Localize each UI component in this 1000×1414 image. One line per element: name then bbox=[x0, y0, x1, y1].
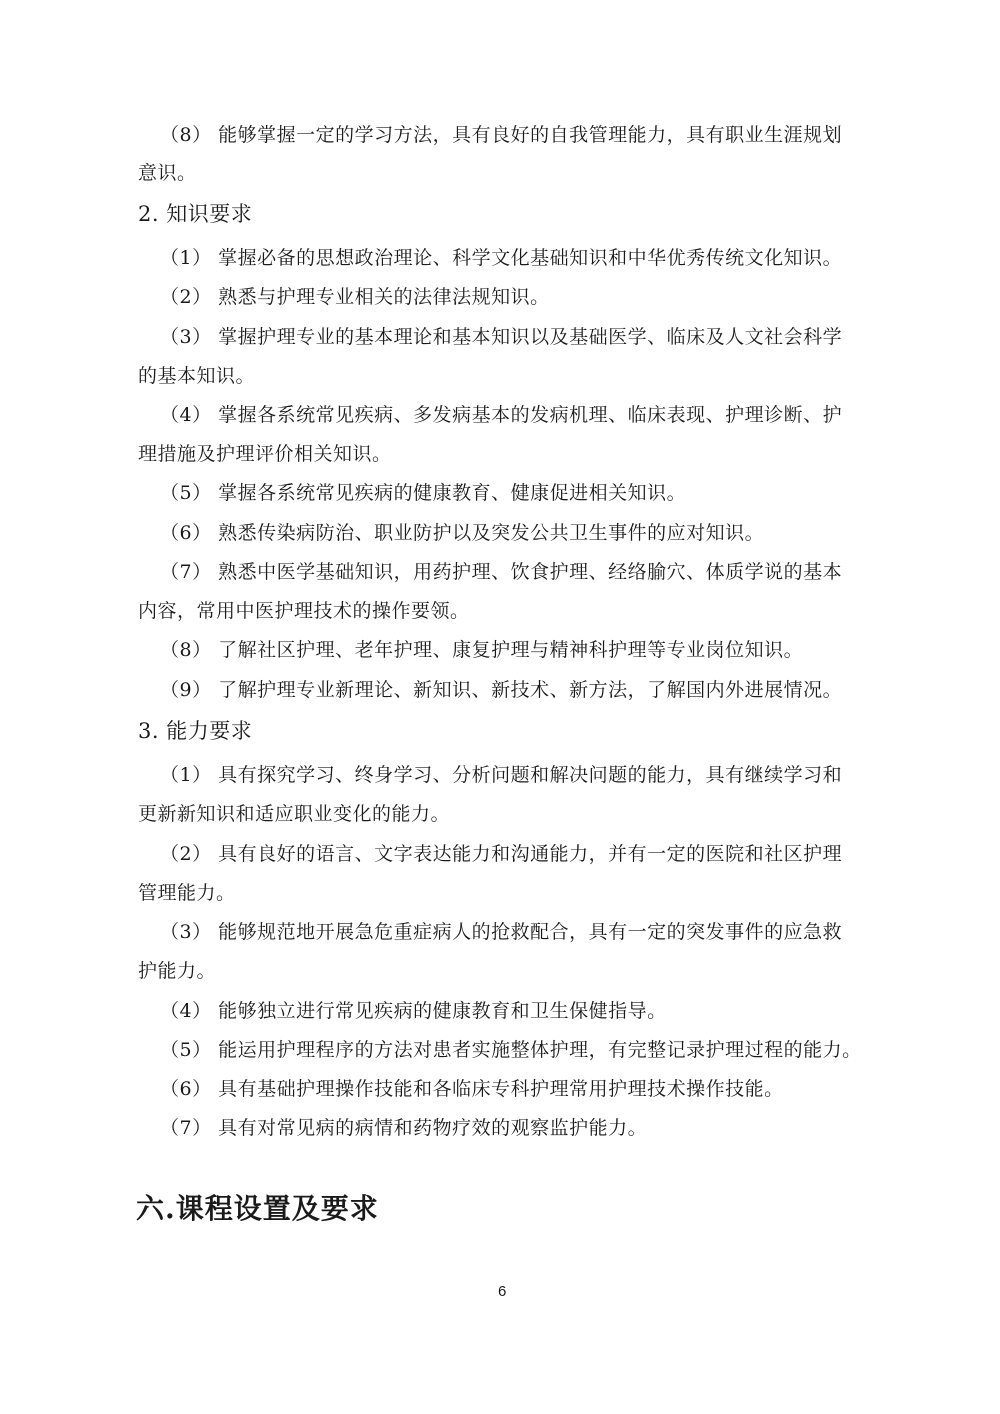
list-item: （6） 具有基础护理操作技能和各临床专科护理常用护理技术操作技能。 bbox=[160, 1078, 784, 1100]
list-item: （7） 具有对常见病的病情和药物疗效的观察监护能力。 bbox=[160, 1117, 648, 1139]
list-item: （7） 熟悉中医学基础知识，用药护理、饮食护理、经络腧穴、体质学说的基本 bbox=[160, 561, 843, 583]
list-item: （4） 掌握各系统常见疾病、多发病基本的发病机理、临床表现、护理诊断、护 bbox=[160, 404, 843, 426]
section-heading-knowledge: 2. 知识要求 bbox=[138, 202, 253, 226]
list-item-continuation: 管理能力。 bbox=[138, 882, 236, 904]
list-item: （1） 具有探究学习、终身学习、分析问题和解决问题的能力，具有继续学习和 bbox=[160, 764, 843, 786]
chapter-title: 六.课程设置及要求 bbox=[136, 1192, 379, 1225]
page-number: 6 bbox=[498, 1283, 507, 1300]
list-item: （6） 熟悉传染病防治、职业防护以及突发公共卫生事件的应对知识。 bbox=[160, 522, 765, 544]
list-item-continuation: （8） 能够掌握一定的学习方法，具有良好的自我管理能力，具有职业生涯规划 bbox=[160, 124, 843, 146]
list-item: （2） 熟悉与护理专业相关的法律法规知识。 bbox=[160, 286, 550, 308]
list-item: （2） 具有良好的语言、文字表达能力和沟通能力，并有一定的医院和社区护理 bbox=[160, 843, 843, 865]
list-item: （1） 掌握必备的思想政治理论、科学文化基础知识和中华优秀传统文化知识。 bbox=[160, 247, 843, 269]
list-item: （3） 掌握护理专业的基本理论和基本知识以及基础医学、临床及人文社会科学 bbox=[160, 326, 843, 348]
list-item: （9） 了解护理专业新理论、新知识、新技术、新方法，了解国内外进展情况。 bbox=[160, 679, 843, 701]
list-item-continuation: 护能力。 bbox=[138, 960, 217, 982]
list-item: （5） 掌握各系统常见疾病的健康教育、健康促进相关知识。 bbox=[160, 482, 687, 504]
list-item: （5） 能运用护理程序的方法对患者实施整体护理，有完整记录护理过程的能力。 bbox=[160, 1039, 862, 1061]
list-item-continuation: 理措施及护理评价相关知识。 bbox=[138, 443, 392, 465]
list-item: （8） 了解社区护理、老年护理、康复护理与精神科护理等专业岗位知识。 bbox=[160, 639, 804, 661]
list-item-continuation: 更新新知识和适应职业变化的能力。 bbox=[138, 803, 451, 825]
list-item-continuation: 内容，常用中医护理技术的操作要领。 bbox=[138, 600, 470, 622]
list-item-continuation: 的基本知识。 bbox=[138, 365, 256, 387]
section-heading-ability: 3. 能力要求 bbox=[138, 719, 253, 743]
list-item-continuation: 意识。 bbox=[138, 162, 197, 184]
list-item: （4） 能够独立进行常见疾病的健康教育和卫生保健指导。 bbox=[160, 1000, 667, 1022]
list-item: （3） 能够规范地开展急危重症病人的抢救配合，具有一定的突发事件的应急救 bbox=[160, 921, 843, 943]
